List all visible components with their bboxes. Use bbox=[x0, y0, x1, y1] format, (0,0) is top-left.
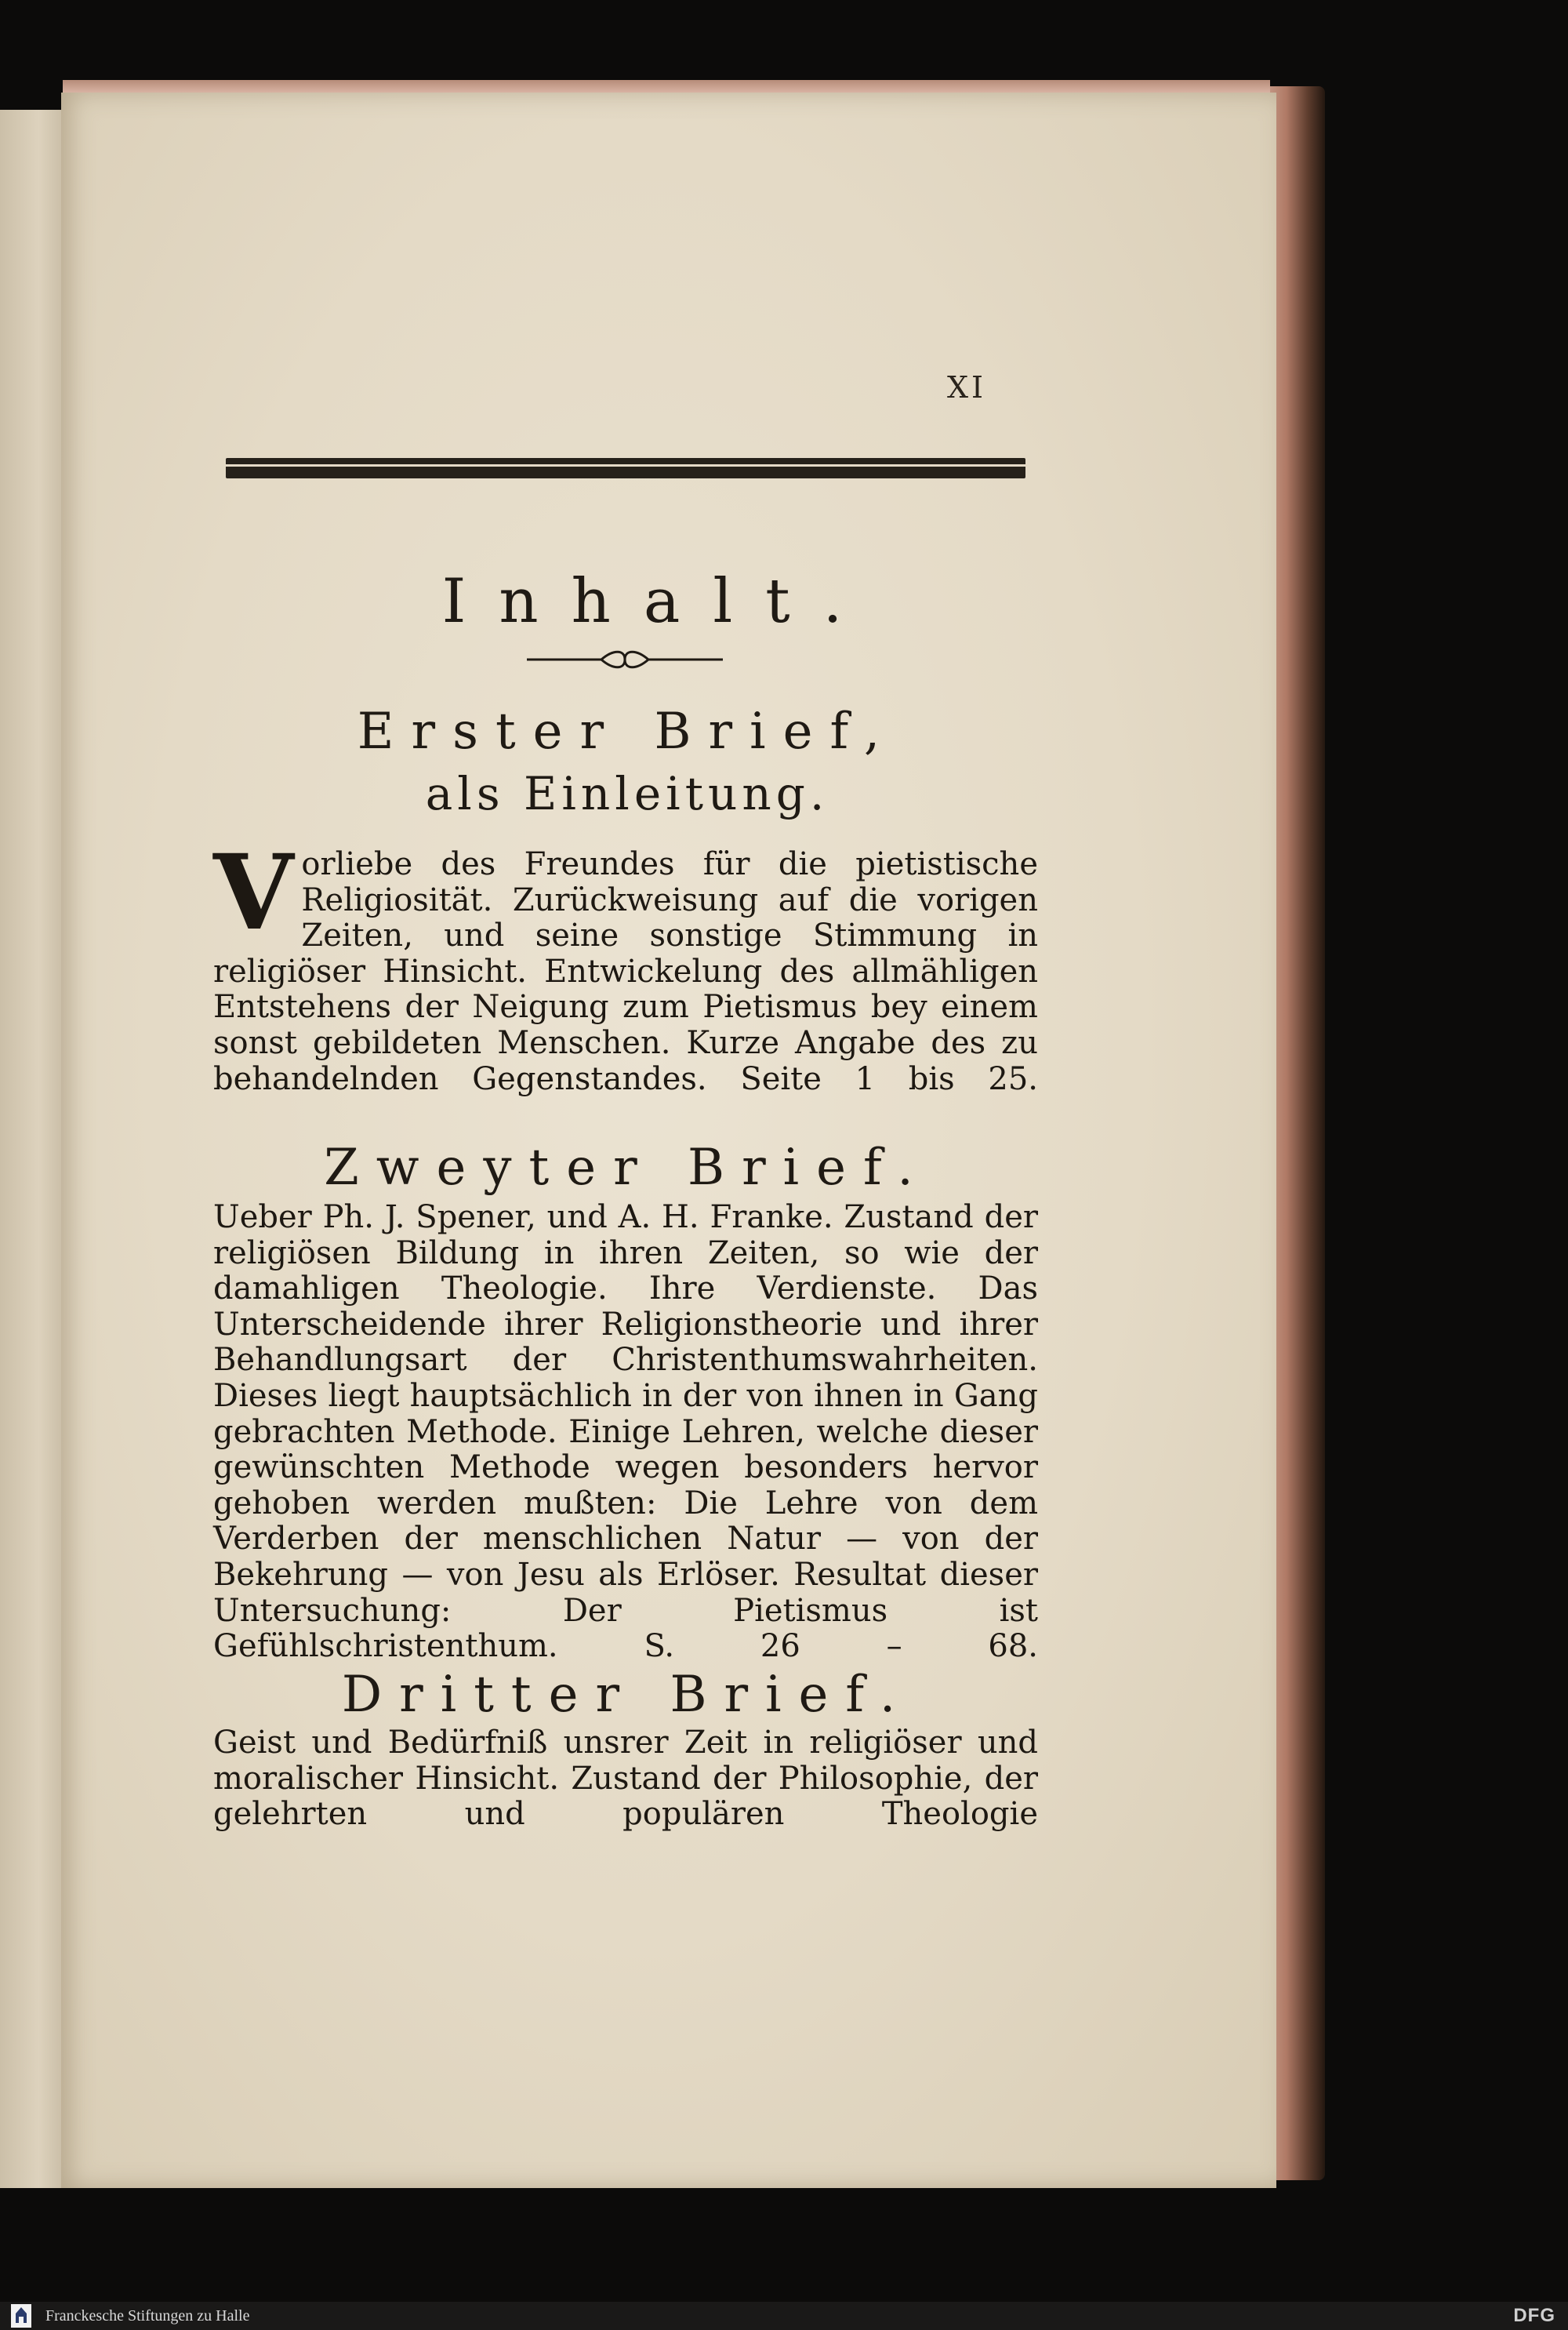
section-body-2: Ueber Ph. J. Spener, und A. H. Franke. Zustand der religiösen Bildung in ihren Zeiten, so wie der damahligen Theologie. Ihre Verdienste. Das Unterscheidende ihrer Religionstheorie und ihrer Behandlungsart der Christenthumswahrheiten. Dieses liegt hauptsächlich in der von ihnen in Gang gebrachten Methode. Einige Lehren, welche dieser gewünschten Methode wegen besonders hervor gehoben werden mußten: Die Lehre von dem Verderben der menschlichen Natur — von der Bekehrung — von Jesu als Erlöser. Resultat dieser Untersuchung: Der Pietismus ist Gefühlschristenthum. bbox=[213, 1199, 1038, 1665]
institution-name: Franckesche Stiftungen zu Halle bbox=[45, 2306, 250, 2325]
section-heading-3: Dritter Brief. bbox=[341, 1666, 913, 1724]
section-heading-2: Zweyter Brief. bbox=[324, 1139, 931, 1197]
section-text-2 bbox=[213, 1200, 1038, 1665]
institution-logo-icon bbox=[11, 2304, 31, 2328]
viewer-footer bbox=[0, 2302, 1568, 2330]
page-reference-2: S. 26 – 68. bbox=[644, 1628, 1038, 1665]
section-text-3 bbox=[213, 1725, 1038, 1833]
section-body-3: Geist und Bedürfniß unsrer Zeit in religiöser und moralischer Hinsicht. Zustand der Philosophie, der gelehrten und populären Theologie bbox=[213, 1725, 1038, 1833]
page-number: XI bbox=[947, 370, 987, 405]
page-reference-1: Seite 1 bis 25. bbox=[740, 1060, 1038, 1097]
dfg-logo: DFG bbox=[1513, 2305, 1555, 2326]
ornament-icon bbox=[527, 648, 723, 671]
section-subheading-1: als Einleitung. bbox=[425, 767, 829, 820]
page-title: Inhalt. bbox=[441, 566, 876, 637]
section-text-1 bbox=[213, 832, 1038, 1097]
decorative-rule bbox=[226, 458, 1025, 478]
section-body-1: orliebe des Freundes für die pietistische Religiosität. Zurückweisung auf die vorigen Zeiten, und seine sonstige Stimmung in religiöser Hinsicht. Entwickelung des allmähligen Entstehens der Neigung zum Pietismus bey einem sonst gebildeten Menschen. Kurze Angabe des zu behandelnden Gegenstandes. bbox=[213, 846, 1038, 1097]
section-heading-1: Erster Brief, bbox=[357, 703, 898, 761]
drop-cap: V bbox=[213, 832, 294, 954]
